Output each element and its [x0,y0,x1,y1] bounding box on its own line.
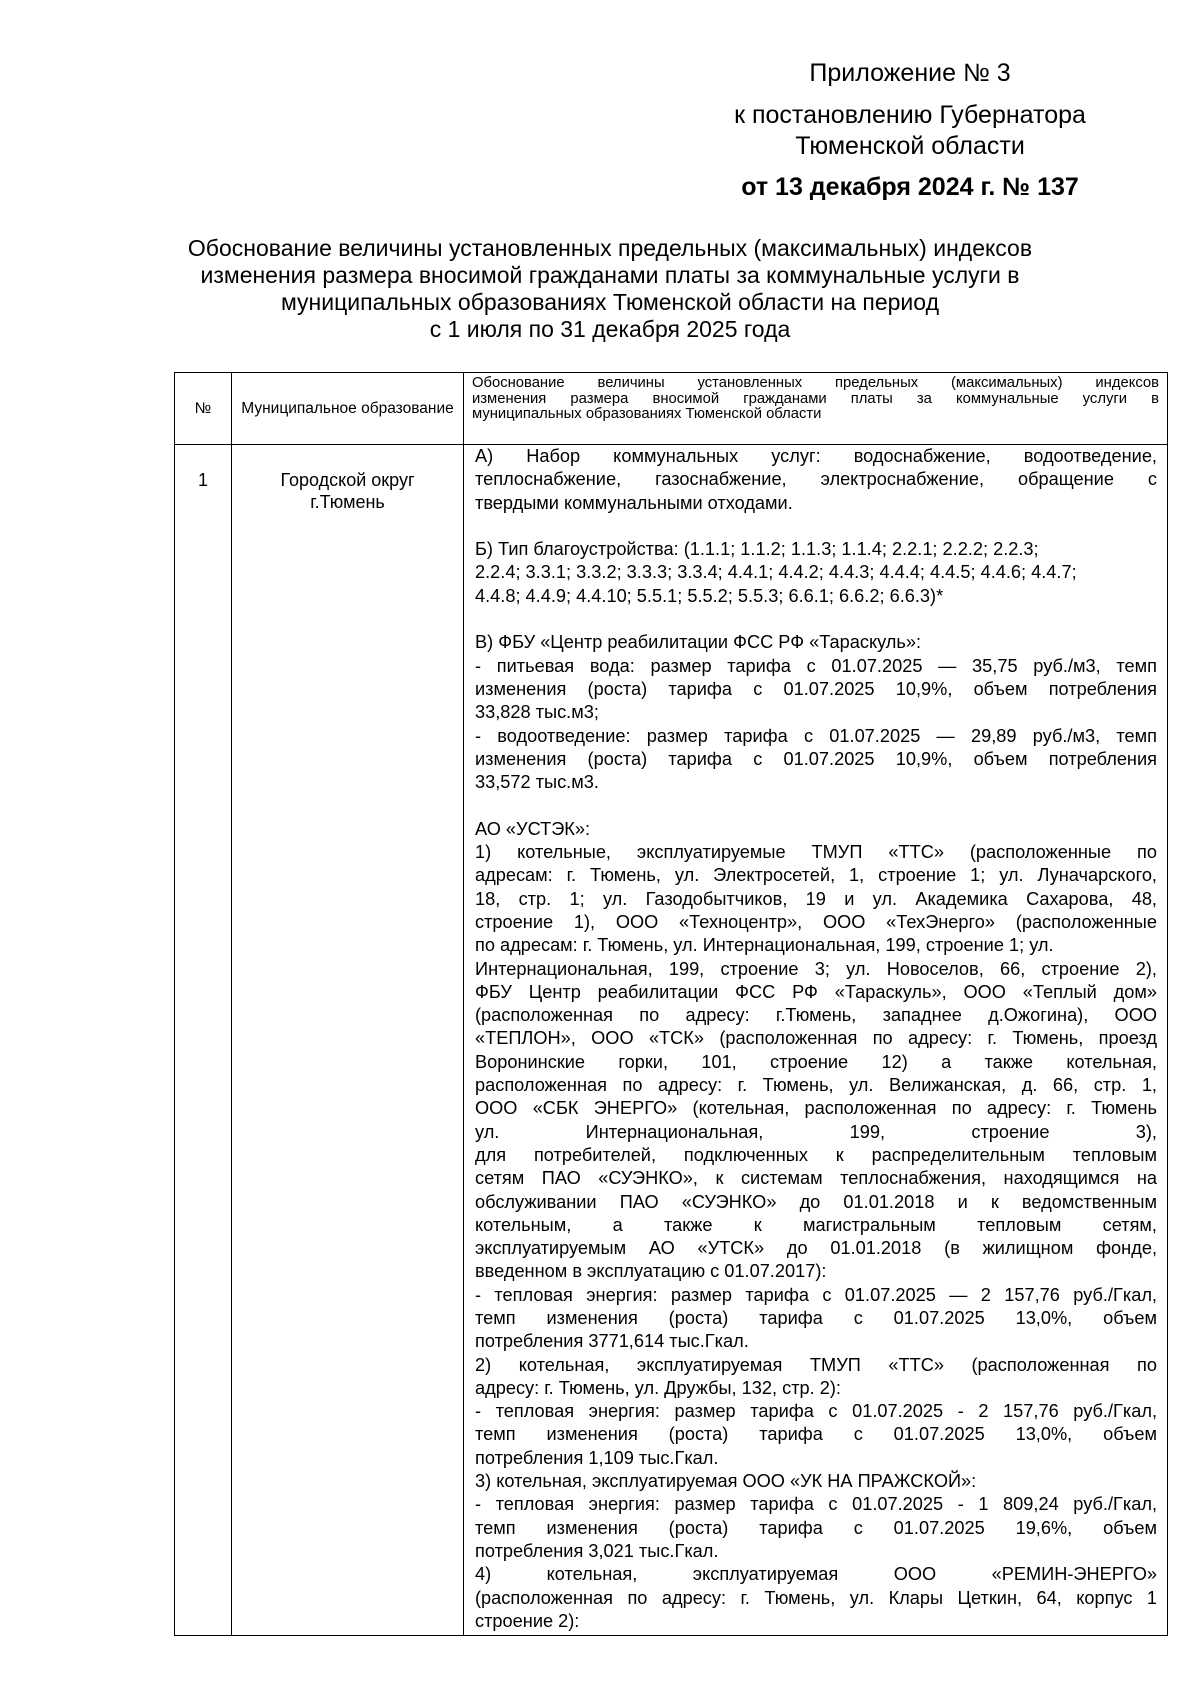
justification-line: по адресам: г. Тюмень, ул. Интернациональная, 199, строение 1; ул. [475,935,1054,956]
resolution-line-2: Тюменской области [795,132,1025,160]
justification-line: расположенная по адресу: г. Тюмень, ул. Велижанская, д. 66, стр. 1, [475,1075,1157,1096]
justification-line: 3) котельная, эксплуатируемая ООО «УК НА ПРАЖСКОЙ»: [475,1471,977,1492]
justification-line: сетям ПАО «СУЭНКО», к системам теплоснабжения, находящимся на [475,1168,1157,1189]
justification-line: темп изменения (роста) тарифа с 01.07.2025 19,6%, объем [475,1517,1157,1538]
justification-line: 1) котельные, эксплуатируемые ТМУП «ТТС» (расположенные по [475,842,1157,863]
justification-line: Воронинские горки, 101, строение 12) а также котельная, [475,1051,1157,1072]
justification-line: строение 2): [475,1610,580,1631]
justification-line: для потребителей, подключенных к распределительным тепловым [475,1144,1157,1165]
header-municipality: Муниципальное образование [232,373,464,445]
table-row [175,445,1168,1636]
header-justification-line: Обоснование величины установленных предельных (максимальных) индексов [472,375,1159,391]
justification-line: 4) котельная, эксплуатируемая ООО «РЕМИН-ЭНЕРГО» [475,1564,1157,1585]
justification-paragraph [475,818,1157,1633]
justification-paragraph [475,445,1157,515]
justification-line: ООО «СБК ЭНЕРГО» (котельная, расположенная по адресу: г. Тюмень [475,1098,1157,1119]
appendix-number: Приложение № 3 [809,59,1011,87]
justification-line: - питьевая вода: размер тарифа с 01.07.2025 — 35,75 руб./м3, темп [475,655,1157,676]
justification-line: Б) Тип благоустройства: (1.1.1; 1.1.2; 1.1.3; 1.1.4; 2.2.1; 2.2.2; 2.2.3; [475,539,1039,560]
justification-line: - тепловая энергия: размер тарифа с 01.07.2025 — 2 157,76 руб./Гкал, [475,1284,1157,1305]
justification-line: 2) котельная, эксплуатируемая ТМУП «ТТС» (расположенная по [475,1354,1157,1375]
justification-line: (расположенная по адресу: г.Тюмень, западнее д.Ожогина), ООО [475,1005,1157,1026]
justification-paragraph [475,631,1157,794]
header-justification-line: муниципальных образованиях Тюменской области [472,406,822,422]
municipality-line: г.Тюмень [310,492,385,512]
justification-line: 2.2.4; 3.3.1; 3.3.2; 3.3.3; 3.3.4; 4.4.1; 4.4.2; 4.4.3; 4.4.4; 4.4.5; 4.4.6; 4.4.7; [475,562,1077,583]
justification-line: обслуживании ПАО «СУЭНКО» до 01.01.2018 и к ведомственным [475,1191,1157,1212]
title-line: с 1 июля по 31 декабря 2025 года [429,316,791,342]
justification-line: эксплуатируемым АО «УТСК» до 01.01.2018 (в жилищном фонде, [475,1238,1157,1259]
justification-line: потребления 3,021 тыс.Гкал. [475,1540,719,1561]
justification-line: введенном в эксплуатацию с 01.07.2017): [475,1261,827,1282]
paragraph-gap [475,515,1157,538]
justification-line: изменения (роста) тарифа с 01.07.2025 10,9%, объем потребления [475,748,1157,769]
title-line: изменения размера вносимой гражданами платы за коммунальные услуги в [200,262,1020,288]
row-justification [464,445,1168,1636]
header-justification [464,373,1168,445]
justification-table [174,372,1168,1636]
table-header-row [175,373,1168,445]
title-line: муниципальных образованиях Тюменской области на период [280,289,939,315]
municipality-line: Городской округ [280,470,415,490]
justification-line: темп изменения (роста) тарифа с 01.07.2025 13,0%, объем [475,1307,1157,1328]
justification-line: - водоотведение: размер тарифа с 01.07.2025 — 29,89 руб./м3, темп [475,725,1157,746]
justification-line: Интернациональная, 199, строение 3; ул. Новоселов, 66, строение 2), [475,958,1157,979]
justification-line: - тепловая энергия: размер тарифа с 01.07.2025 - 2 157,76 руб./Гкал, [475,1401,1157,1422]
justification-line: темп изменения (роста) тарифа с 01.07.2025 13,0%, объем [475,1424,1157,1445]
justification-line: АО «УСТЭК»: [475,818,591,839]
justification-line: (расположенная по адресу: г. Тюмень, ул. Клары Цеткин, 64, корпус 1 [475,1587,1157,1608]
justification-line: потребления 1,109 тыс.Гкал. [475,1447,719,1468]
justification-line: ул. Интернациональная, 199, строение 3), [475,1121,1157,1142]
title-line: Обоснование величины установленных предельных (максимальных) индексов [187,235,1033,261]
justification-line: теплоснабжение, газоснабжение, электроснабжение, обращение с [475,469,1157,490]
row-municipality [232,445,464,1636]
justification-paragraph [475,538,1157,608]
resolution-date: от 13 декабря 2024 г. № 137 [741,173,1079,201]
justification-line: А) Набор коммунальных услуг: водоснабжение, водоотведение, [475,446,1157,466]
justification-line: адресам: г. Тюмень, ул. Электросетей, 1, строение 1; ул. Луначарского, [475,865,1157,886]
justification-line: адресу: г. Тюмень, ул. Дружбы, 132, стр. 2): [475,1377,841,1398]
row-number: 1 [175,445,232,1636]
justification-line: - тепловая энергия: размер тарифа с 01.07.2025 - 1 809,24 руб./Гкал, [475,1494,1157,1515]
justification-line: 33,828 тыс.м3; [475,702,599,723]
resolution-line-1: к постановлению Губернатора [734,101,1086,129]
justification-line: В) ФБУ «Центр реабилитации ФСС РФ «Тараскуль»: [475,632,922,653]
header-num: № [175,373,232,445]
justification-line: строение 1), ООО «Техноцентр», ООО «ТехЭнерго» (расположенные [475,911,1157,932]
header-justification-line: изменения размера вносимой гражданами платы за коммунальные услуги в [472,390,1159,407]
justification-line: потребления 3771,614 тыс.Гкал. [475,1331,749,1352]
resolution-reference [700,100,1120,162]
justification-line: котельным, а также к магистральным тепловым сетям, [475,1214,1157,1235]
justification-line: твердыми коммунальными отходами. [475,492,793,513]
justification-line: «ТЕПЛОН», ООО «ТСК» (расположенная по адресу: г. Тюмень, проезд [475,1028,1157,1049]
paragraph-gap [475,608,1157,631]
justification-line: 4.4.8; 4.4.9; 4.4.10; 5.5.1; 5.5.2; 5.5.3; 6.6.1; 6.6.2; 6.6.3)* [475,585,944,606]
justification-line: 18, стр. 1; ул. Газодобытчиков, 19 и ул. Академика Сахарова, 48, [475,888,1157,909]
document-title [180,235,1040,343]
paragraph-gap [475,794,1157,817]
justification-line: ФБУ Центр реабилитации ФСС РФ «Тараскуль», ООО «Теплый дом» [475,981,1157,1002]
justification-line: изменения (роста) тарифа с 01.07.2025 10,9%, объем потребления [475,678,1157,699]
justification-line: 33,572 тыс.м3. [475,772,599,793]
